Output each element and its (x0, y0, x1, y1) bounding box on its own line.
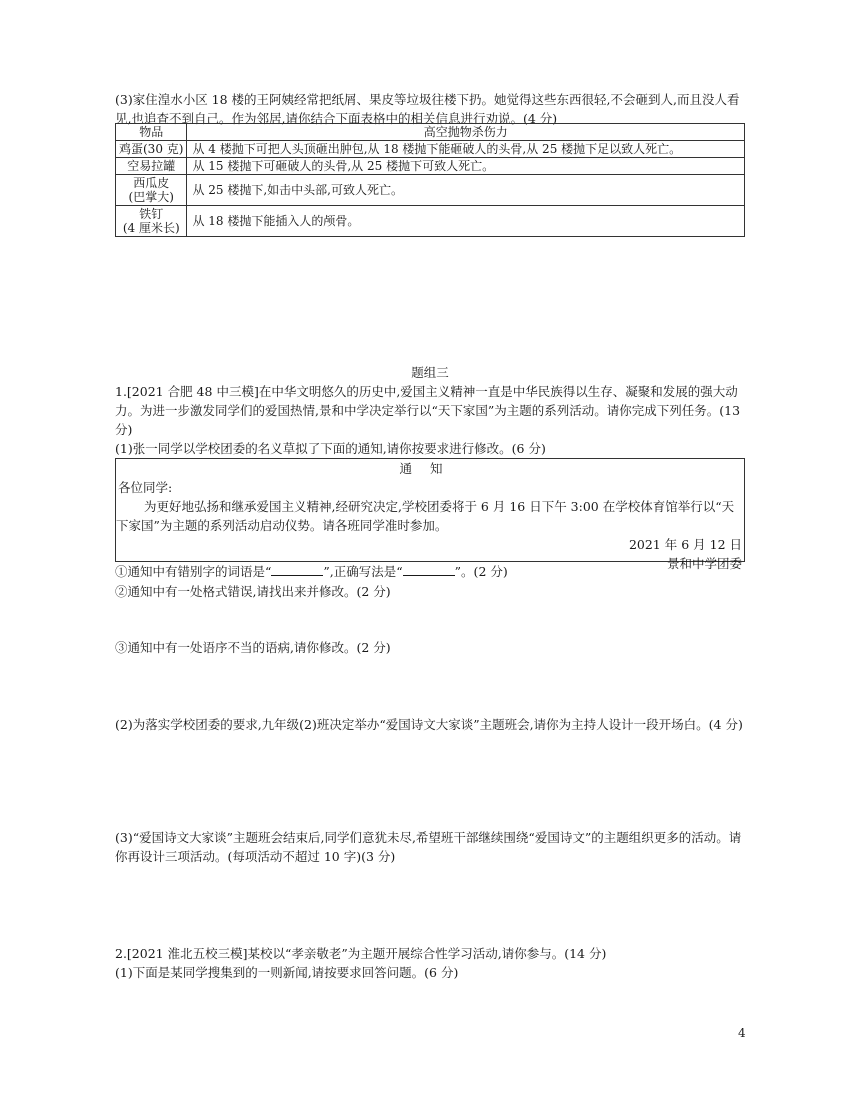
hazard-table (115, 123, 745, 237)
table-row (116, 206, 745, 237)
table-cell-desc: 从 18 楼抛下能插入人的颅骨。 (187, 206, 745, 237)
question-1-2-prompt: (2)为落实学校团委的要求,九年级(2)班决定举办“爱国诗文大家谈”主题班会,请你为主持人设计一段开场白。(4 分) (115, 717, 743, 732)
table-header: 高空抛物杀伤力 (187, 124, 745, 141)
sub-question-3: ③通知中有一处语序不当的语病,请你修改。(2 分) (115, 640, 391, 655)
table-row (116, 175, 745, 206)
answer-blank-correct-word[interactable] (403, 562, 455, 576)
question-2-prompt: 2.[2021 淮北五校三模]某校以“孝亲敬老”为主题开展综合性学习活动,请你参与。(14 分) (115, 946, 607, 961)
question-3-prompt: (3)家住湟水小区 18 楼的王阿姨经常把纸屑、果皮等垃圾往楼下扔。她觉得这些东西很轻,不会砸到人,而且没人看见,也追查不到自己。作为邻居,请你结合下面表格中的相关信息进行劝说。(4 分) (115, 92, 740, 126)
table-header: 物品 (116, 124, 187, 141)
notice-greeting: 各位同学: (118, 480, 173, 495)
table-cell-item: 鸡蛋(30 克) (116, 141, 187, 158)
table-row (116, 141, 745, 158)
question-1-3-prompt: (3)“爱国诗文大家谈”主题班会结束后,同学们意犹未尽,希望班干部继续围绕“爱国诗文”的主题组织更多的活动。请你再设计三项活动。(每项活动不超过 10 字)(3 分) (115, 830, 742, 864)
sub-question-1-text-c: ”。(2 分) (454, 564, 508, 579)
page-number: 4 (738, 1026, 746, 1040)
table-cell-desc: 从 15 楼抛下可砸破人的头骨,从 25 楼抛下可致人死亡。 (187, 158, 745, 175)
sub-question-1-text-b: ”,正确写法是“ (323, 564, 403, 579)
table-cell-desc: 从 25 楼抛下,如击中头部,可致人死亡。 (187, 175, 745, 206)
question-2-1-prompt: (1)下面是某同学搜集到的一则新闻,请按要求回答问题。(6 分) (115, 965, 459, 980)
notice-title: 通知 (399, 461, 461, 476)
table-cell-desc: 从 4 楼抛下可把人头顶砸出肿包,从 18 楼抛下能砸破人的头骨,从 25 楼抛下足以致人死亡。 (187, 141, 745, 158)
notice-body: 为更好地弘扬和继承爱国主义精神,经研究决定,学校团委将于 6 月 16 日下午 3:00 在学校体育馆举行以“天下家国”为主题的系列活动启动仪势。请各班同学准时参加。 (116, 499, 735, 533)
sub-question-1-text-a: ①通知中有错别字的词语是“ (115, 564, 272, 579)
question-1-prompt: 1.[2021 合肥 48 中三模]在中华文明悠久的历史中,爱国主义精神一直是中华民族得以生存、凝聚和发展的强大动力。为进一步激发同学们的爱国热情,景和中学决定举行以“天下家国”为主题的系列活动。请你完成下列任务。(13 分) (115, 384, 741, 437)
sub-question-2: ②通知中有一处格式错误,请找出来并修改。(2 分) (115, 584, 391, 599)
answer-blank-wrong-word[interactable] (271, 562, 323, 576)
group-title: 题组三 (411, 365, 449, 380)
notice-signer: 景和中学团委 (666, 556, 742, 571)
table-row (116, 158, 745, 175)
sub-question-1 (115, 562, 745, 581)
table-cell-item: 西瓜皮 (巴掌大) (116, 175, 187, 206)
table-header-row (116, 124, 745, 141)
notice-date: 2021 年 6 月 12 日 (628, 537, 742, 552)
notice-box (115, 458, 745, 571)
question-1-1-prompt: (1)张一同学以学校团委的名义草拟了下面的通知,请你按要求进行修改。(6 分) (115, 441, 546, 456)
table-cell-item: 空易拉罐 (116, 158, 187, 175)
table-cell-item: 铁钉 (4 厘米长) (116, 206, 187, 237)
